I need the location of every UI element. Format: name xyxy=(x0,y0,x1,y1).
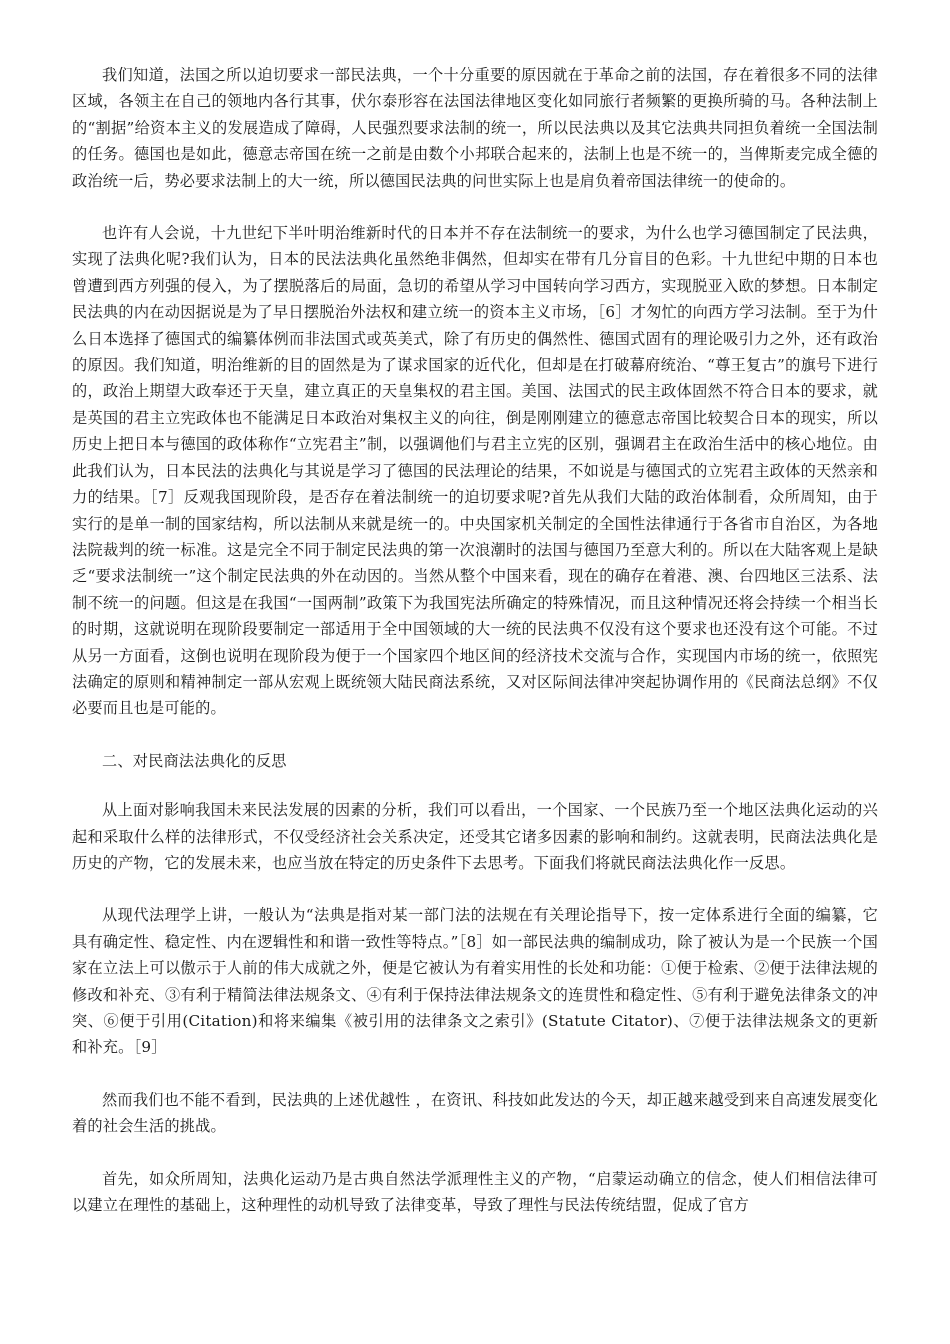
paragraph-6: 首先，如众所周知，法典化运动乃是古典自然法学派理性主义的产物，“启蒙运动确立的信念，使人们相信法律可以建立在理性的基础上，这种理性的动机导致了法律变革，导致了理性与民法传统结盟，促成了官方 xyxy=(72,1169,878,1215)
paragraph-1: 我们知道，法国之所以迫切要求一部民法典，一个十分重要的原因就在于革命之前的法国，存在着很多不同的法律区域，各领主在自己的领地内各行其事，伏尔泰形容在法国法律地区变化如同旅行者频繁的更换所骑的马。各种法制上的“割据”给资本主义的发展造成了障碍，人民强烈要求法制的统一，所以民法典以及其它法典共同担负着统一全国法制的任务。德国也是如此，德意志帝国在统一之前是由数个小邦联合起来的，法制上也是不统一的，当俾斯麦完成全德的政治统一后，势必要求法制上的大一统，所以德国民法典的问世实际上也是肩负着帝国法律统一的使命的。 xyxy=(72,66,878,190)
section-heading: 二、对民商法法典化的反思 xyxy=(102,751,287,770)
paragraph-2: 也许有人会说，十九世纪下半叶明治维新时代的日本并不存在法制统一的要求，为什么也学习德国制定了民法典，实现了法典化呢?我们认为，日本的民法法典化虽然绝非偶然，但却实在带有几分盲目的色彩。十九世纪中期的日本也曾遭到西方列强的侵入，为了摆脱落后的局面，急切的希望从学习中国转向学习西方，实现脱亚入欧的梦想。日本制定民法典的内在动因据说是为了早日摆脱治外法权和建立统一的资本主义市场，［6］才匆忙的向西方学习法制。至于为什么日本选择了德国式的编纂体例而非法国式或英美式，除了有历史的偶然性、德国式固有的理论吸引力之外，还有政治的原因。我们知道，明治维新的目的固然是为了谋求国家的近代化，但却是在打破幕府统治、“尊王复古”的旗号下进行的，政治上期望大政奉还于天皇，建立真正的天皇集权的君主国。美国、法国式的民主政体固然不符合日本的要求，就是英国的君主立宪政体也不能满足日本政治对集权主义的向往，倒是刚刚建立的德意志帝国比较契合日本的现实，所以历史上把日本与德国的政体称作“立宪君主”制，以强调他们与君主立宪的区别，强调君主在政治生活中的核心地位。由此我们认为，日本民法的法典化与其说是学习了德国的民法理论的结果，不如说是与德国式的立宪君主政体的天然亲和力的结果。［7］反观我国现阶段，是否存在着法制统一的迫切要求呢?首先从我们大陆的政治体制看，众所周知，由于实行的是单一制的国家结构，所以法制从来就是统一的。中央国家机关制定的全国性法律通行于各省市自治区，为各地法院裁判的统一标准。这是完全不同于制定民法典的第一次浪潮时的法国与德国乃至意大利的。所以在大陆客观上是缺乏“要求法制统一”这个制定民法典的外在动因的。当然从整个中国来看，现在的确存在着港、澳、台四地区三法系、法制不统一的问题。但这是在我国“一国两制”政策下为我国宪法所确定的特殊情况，而且这种情况还将会持续一个相当长的时期，这就说明在现阶段要制定一部适用于全中国领域的大一统的民法典不仅没有这个要求也还没有这个可能。不过从另一方面看，这倒也说明在现阶段为便于一个国家四个地区间的经济技术交流与合作，实现国内市场的统一，依照宪法确定的原则和精神制定一部从宏观上既统领大陆民商法系统，又对区际间法律冲突起协调作用的《民商法总纲》不仅必要而且也是可能的。 xyxy=(72,224,878,718)
paragraph-5: 然而我们也不能不看到，民法典的上述优越性 ，在资讯、科技如此发达的今天，却正越来越受到来自高速发展变化着的社会生活的挑战。 xyxy=(72,1090,878,1136)
paragraph-4: 从现代法理学上讲，一般认为“法典是指对某一部门法的法规在有关理论指导下，按一定体系进行全面的编纂，它具有确定性、稳定性、内在逻辑性和和谐一致性等特点。”［8］如一部民法典的编制成功，除了被认为是一个民族一个国家在立法上可以傲示于人前的伟大成就之外，便是它被认为有着实用性的长处和功能：①便于检索、②便于法律法规的修改和补充、③有利于精简法律法规条文、④有利于保持法律法规条文的连贯性和稳定性、⑤有利于避免法律条文的冲突、⑥便于引用(Citation)和将来编集《被引用的法律条文之索引》(Statute Citator)、⑦便于法律法规条文的更新和补充。［9］ xyxy=(72,906,878,1057)
paragraph-3: 从上面对影响我国未来民法发展的因素的分析，我们可以看出，一个国家、一个民族乃至一个地区法典化运动的兴起和采取什么样的法律形式，不仅受经济社会关系决定，还受其它诸多因素的影响和制约。这就表明，民商法法典化是历史的产物，它的发展未来，也应当放在特定的历史条件下去思考。下面我们将就民商法法典化作一反思。 xyxy=(72,801,878,872)
